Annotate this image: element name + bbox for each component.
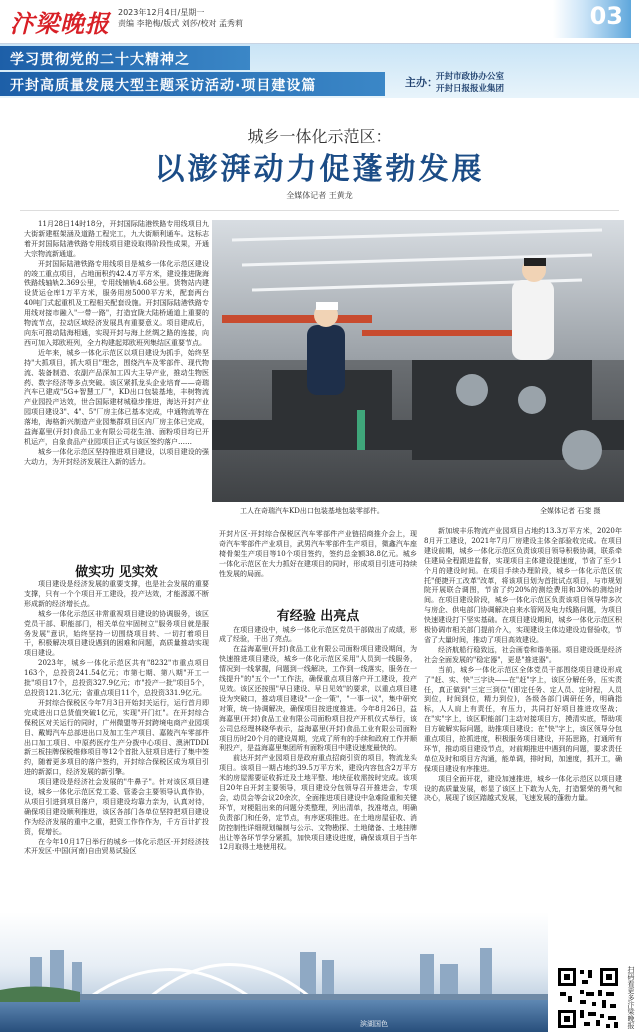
qr-label: 扫码看更多汴梁晚报	[627, 966, 635, 1029]
newspaper-logo: 汴梁晚报	[10, 10, 110, 38]
paragraph: 在项目建设中，城乡一体化示范区党员干部做出了成绩，形成了经验，干出了亮点。	[219, 625, 417, 644]
divider	[20, 210, 619, 211]
paragraph: 近年来，城乡一体化示范区以项目建设为抓手，始终坚持"大抓项目，抓大项目"理念，围绕汽车及零部件、现代物流、装备制造、农副产品深加工四大主导产业，推动生物医药、数字经济等多点突破。该区紧抓龙头企业培育——奇瑞汽车已建成"5G+智慧工厂"，KD出口包装基地，丰树物流产业园投产达效，世合国际建材城稳步推进，海达开封产业园项目建设3"、4"、5"厂房主体已基本完成，中通物流等在落地，海格新兴制造产业园集群项目区内厂房主体已完成，益海嘉里(开封)食品工业有限公司花生油、面粉项目均已开机运产，自象食品产业园项目正式与该区签约落户……	[24, 348, 209, 446]
article-column-1-top	[24, 220, 209, 555]
article-column-3	[424, 527, 622, 912]
paragraph: 2023年，城乡一体化示范区共有"8232"市重点项目163个，总投资241.54亿元；市第七期、第八期"开工一批"项目17个，总投资327.9亿元；市"投产一批"项目5个，总投资121.3亿元；省重点项目11个，总投资331.9亿元。	[24, 659, 209, 697]
paragraph: 在今年10月17日举行的城乡一体化示范区·开封经济技术开发区·中国(河南)自由贸易试验区	[24, 837, 209, 856]
issue-editors: 责编 李艳梅/版式 刘莎/校对 孟秀莉	[118, 19, 244, 28]
news-photo	[212, 220, 624, 502]
banner-line-1-text: 学习贯彻党的二十大精神之	[10, 52, 190, 68]
masthead	[0, 0, 639, 44]
paragraph: 当前，城乡一体化示范区全体党员干部围绕项目建设形成了"赶、实、快"三字诀——在"赶"字上，该区分解任务，压实责任，真正做到"三定三到位"(即定任务、定人员、定时程，人员到位，时间到位，精力到位)，各级各部门调研任务，明确指标，人人肩上有责任，有压力，共同打好项目推进攻坚战；在"实"字上，该区职能部门主动对接项目方，摸清实底，帮助项目方破解实际问题，助推项目建设；在"快"字上，该区领导分包重点项目，抢抓进度，积极服务项目建设，开拓思路，打通所有环节，推动项目建设节点，对前期推进中遇到的问题，要求责任单位及时和项目方沟通，能单调，排时间，加速度，抓开工，确保项目建设有序推进。	[424, 665, 622, 773]
paragraph: 城乡一体化示范区坚持推进项目建设，以项目建设的强大动力，为开封经济发展注入新的活力。	[24, 447, 209, 466]
banner-line-1	[0, 46, 250, 70]
footer-skyline-image	[0, 912, 548, 1032]
article-kicker: 城乡一体化示范区：	[247, 127, 392, 146]
article-byline: 全媒体记者 王黄龙	[286, 191, 353, 200]
section-subhead-1: 做实功 见实效	[75, 565, 158, 580]
footer-caption: 滨湖国色	[360, 1020, 388, 1028]
paragraph: 前达开封产业园项目是政府重点招商引资的项目，物流龙头项目。该项目一期占地约39.5万平方米，建设内容包含2万平方米的房屋需要证收拆迁及土地平整、地块征收需按时完成。该项目20年自开封主要领导，项目建设分包领导召开推进会，专项会，动员会等会议20余次，全面推进项目建设中急难险重和关键环节，对梗阻出来的问题分类整理，列出清单，找准堵点，明确负责部门和任务，定节点，有序逐项推进。在土地房屋征收、消防控制性详细规划编制与公示、文物勘探、土地储备、土地挂牌出让等各环节学分紧抓，加快项目建设进度，确保该项目于当年12月取得土地使用权。	[219, 754, 417, 852]
section-subhead-2: 有经验 出亮点	[276, 609, 360, 624]
article-headline: 以澎湃动力促蓬勃发展	[154, 152, 485, 187]
factory-photo-illustration	[212, 220, 624, 502]
qr-code[interactable]	[556, 966, 620, 1030]
issue-date: 2023年12月4日/星期一	[118, 8, 205, 17]
paragraph: 新加坡丰乐物流产业园项目占地约13.3万平方米，2020年8月开工建设，2021年7月厂房建设主体全部验收完成。在项目建设前期，城乡一体化示范区负责该项目领导积极协调，联系牵住建局全程跟进监督，实现项目主体建设提速度，节省了至少1个月的建设时间。在项目手续办理阶段，城乡一体化示范区依托"便捷开工改革"改革，将该项目划为首批试点项目，与市规划院开展联合调图，节省了约20%的测绘费用和30%的测绘时间。在项目建设阶段，城乡一体化示范区负责该项目领导带多次与房企、供电部门协调解决自来水管网及电力线路问题，为项目快速建设打下坚实基础。在项目建设期间，城乡一体化示范区积极协调市相关部门提前介入，实现建设主体边建设边督验收，节省了大量时间，推动了项目高效建设。	[424, 527, 622, 644]
sponsor-list	[436, 71, 504, 95]
paragraph: 项目建设是经济发展的重要支撑，也是社会发展的重要支撑，只有一个个项目开工建设，投产达效，才能源源不断形成新的经济增长点。	[24, 580, 209, 608]
photo-credit: 全媒体记者 石斐 摄	[540, 507, 601, 515]
banner-line-2	[0, 72, 385, 96]
paragraph: 开封综合保税区今年7月3日开始封关运行，运行首月即完成进出口总货值突破1亿元，实现"开门红"。在开封综合保税区对关运行的同时，广州微盟等开封跨境电商产业园项目、戴姆汽车总部进出口及加工生产项目、嘉陵汽车零部件出口加工项目、中原药医疗生产分拨中心项目、澳洲TDDI新三板挂牌保税维修项目等12个首批入驻项目进行了集中签约，随着更多项目的落户签约，开封综合保税区成为项目引进的新源口，经济发展的新引擎。	[24, 698, 209, 777]
paragraph: 项目建设是经济社会发展的"牛鼻子"。针对该区项目建设，城乡一体化示范区党工委、管委会主要领导认真作协，从项目引进到项目落户，项目建设均靠力亲为，认真对待，确保项目建设顺利推进，该区各部门各单位坚持把项目建设作为经济发展的重中之重，把资工作作作为，千方百计扩投资，促增长。	[24, 778, 209, 836]
paragraph: 城乡一体化示范区非常重视项目建设的协调服务，该区党员干部、职能部门，相关单位牢固树立"服务项目就是服务发展"意识，始终坚持一切围绕项目转、一切打着项目干，积极解决项目建设遇到的困难和问题，高质量推动实现项目建设。	[24, 609, 209, 658]
paragraph: 开封国际陆港铁路专用线项目是城乡一体化示范区建设的竣工重点项目，占地面积约42.4万平方米，建设推进陇海铁路线轴轨2.369公里，专用线铺轨4.68公里。货物站内建设货运仓库1万平方米，服务用房5000平方米，配套两台40吨门式起重机及工程相关配套设施。开封国际陆港铁路专用线对接市融入"一带一路"，打造宜陇大陆桥通道上重要的物流节点，拉动区域经济发展具有重要意义。项目建成后，向东可推动陆海相通，实现开封与海上丝绸之路的连接，向西可加入郑欧班列，全力构建起郑欧班列集结区重要节点。	[24, 259, 209, 347]
sponsor-item: 开封日报报业集团	[436, 84, 505, 94]
sponsor-item: 开封市政协办公室	[436, 72, 505, 82]
paragraph: 在益海嘉里(开封)食品工业有限公司面粉项目建设期间，为快速推进项目建设，城乡一体化示范区采用"人员到一线服务，情况到一线掌握，问题到一线解决，工作到一线落实，服务在一线提升"的"五个一"工作法，确保重点项目落户开工建设，投产见效。该区还按照"早日建设、早日见效"的要求，以重点项目建设为突破口，推动项目建设"一企一策"，"一事一议"，集中研究对策，统一协调解决，确保项目按进度推进。今年8月26日，益海嘉里(开封)食品工业有限公司面粉项目投产开机仪式举行，该公司总经理林晓华表示，益海嘉里(开封)食品工业有限公司面粉项目历时20个月的建设周期，完成了所有的手续和政府工作并顺利投产，是益海嘉里集团所有面粉项目中建设速度最快的。	[219, 645, 417, 753]
issue-info	[118, 7, 243, 29]
paragraph: 11月28日14时18分，开封国际陆港铁路专用线项目九大街新建框架涵及道路工程完工，九大街顺利通车。这标志着开封国际陆港铁路专用线项目建设取得阶段性成果，开通大宗物流新通道。	[24, 220, 209, 258]
sponsor-label: 主办：	[405, 76, 438, 89]
photo-caption: 工人在奇瑞汽车KD出口包装基地包装零部件。	[240, 507, 384, 515]
banner-line-2-text: 开封高质量发展大型主题采访活动·项目建设篇	[10, 78, 317, 94]
qr-code-icon	[556, 966, 620, 1030]
city-skyline-illustration	[0, 912, 548, 1032]
page-number-tab	[553, 0, 631, 38]
page-number: 03	[589, 2, 623, 30]
paragraph: 开封片区·开封综合保税区汽车零部件产业链招商推介会上，现奇汽车零部件产业项目，武男汽车零部件生产项目，微鑫汽车座椅骨架生产项目等10个项目签约，签约总金额38.8亿元。城乡一体化示范区在大力抓好在建项目的同时，形成项目引进可持续性发展的局面。	[219, 530, 417, 578]
topic-banner	[0, 44, 639, 98]
paragraph: 项目全面开花，建设加速推进，城乡一体化示范区以项目建设的高质量发展，彰显了该区上下敢为人先，打造繁荣的勇气和决心，展现了该区踏越式发展，飞速发展的蓬勃力量。	[424, 774, 622, 803]
paragraph: 经济航船行稳致远，社会画卷和谐美丽。项目建设既是经济社会全面发展的"稳定器"，更是"推进器"。	[424, 645, 622, 664]
